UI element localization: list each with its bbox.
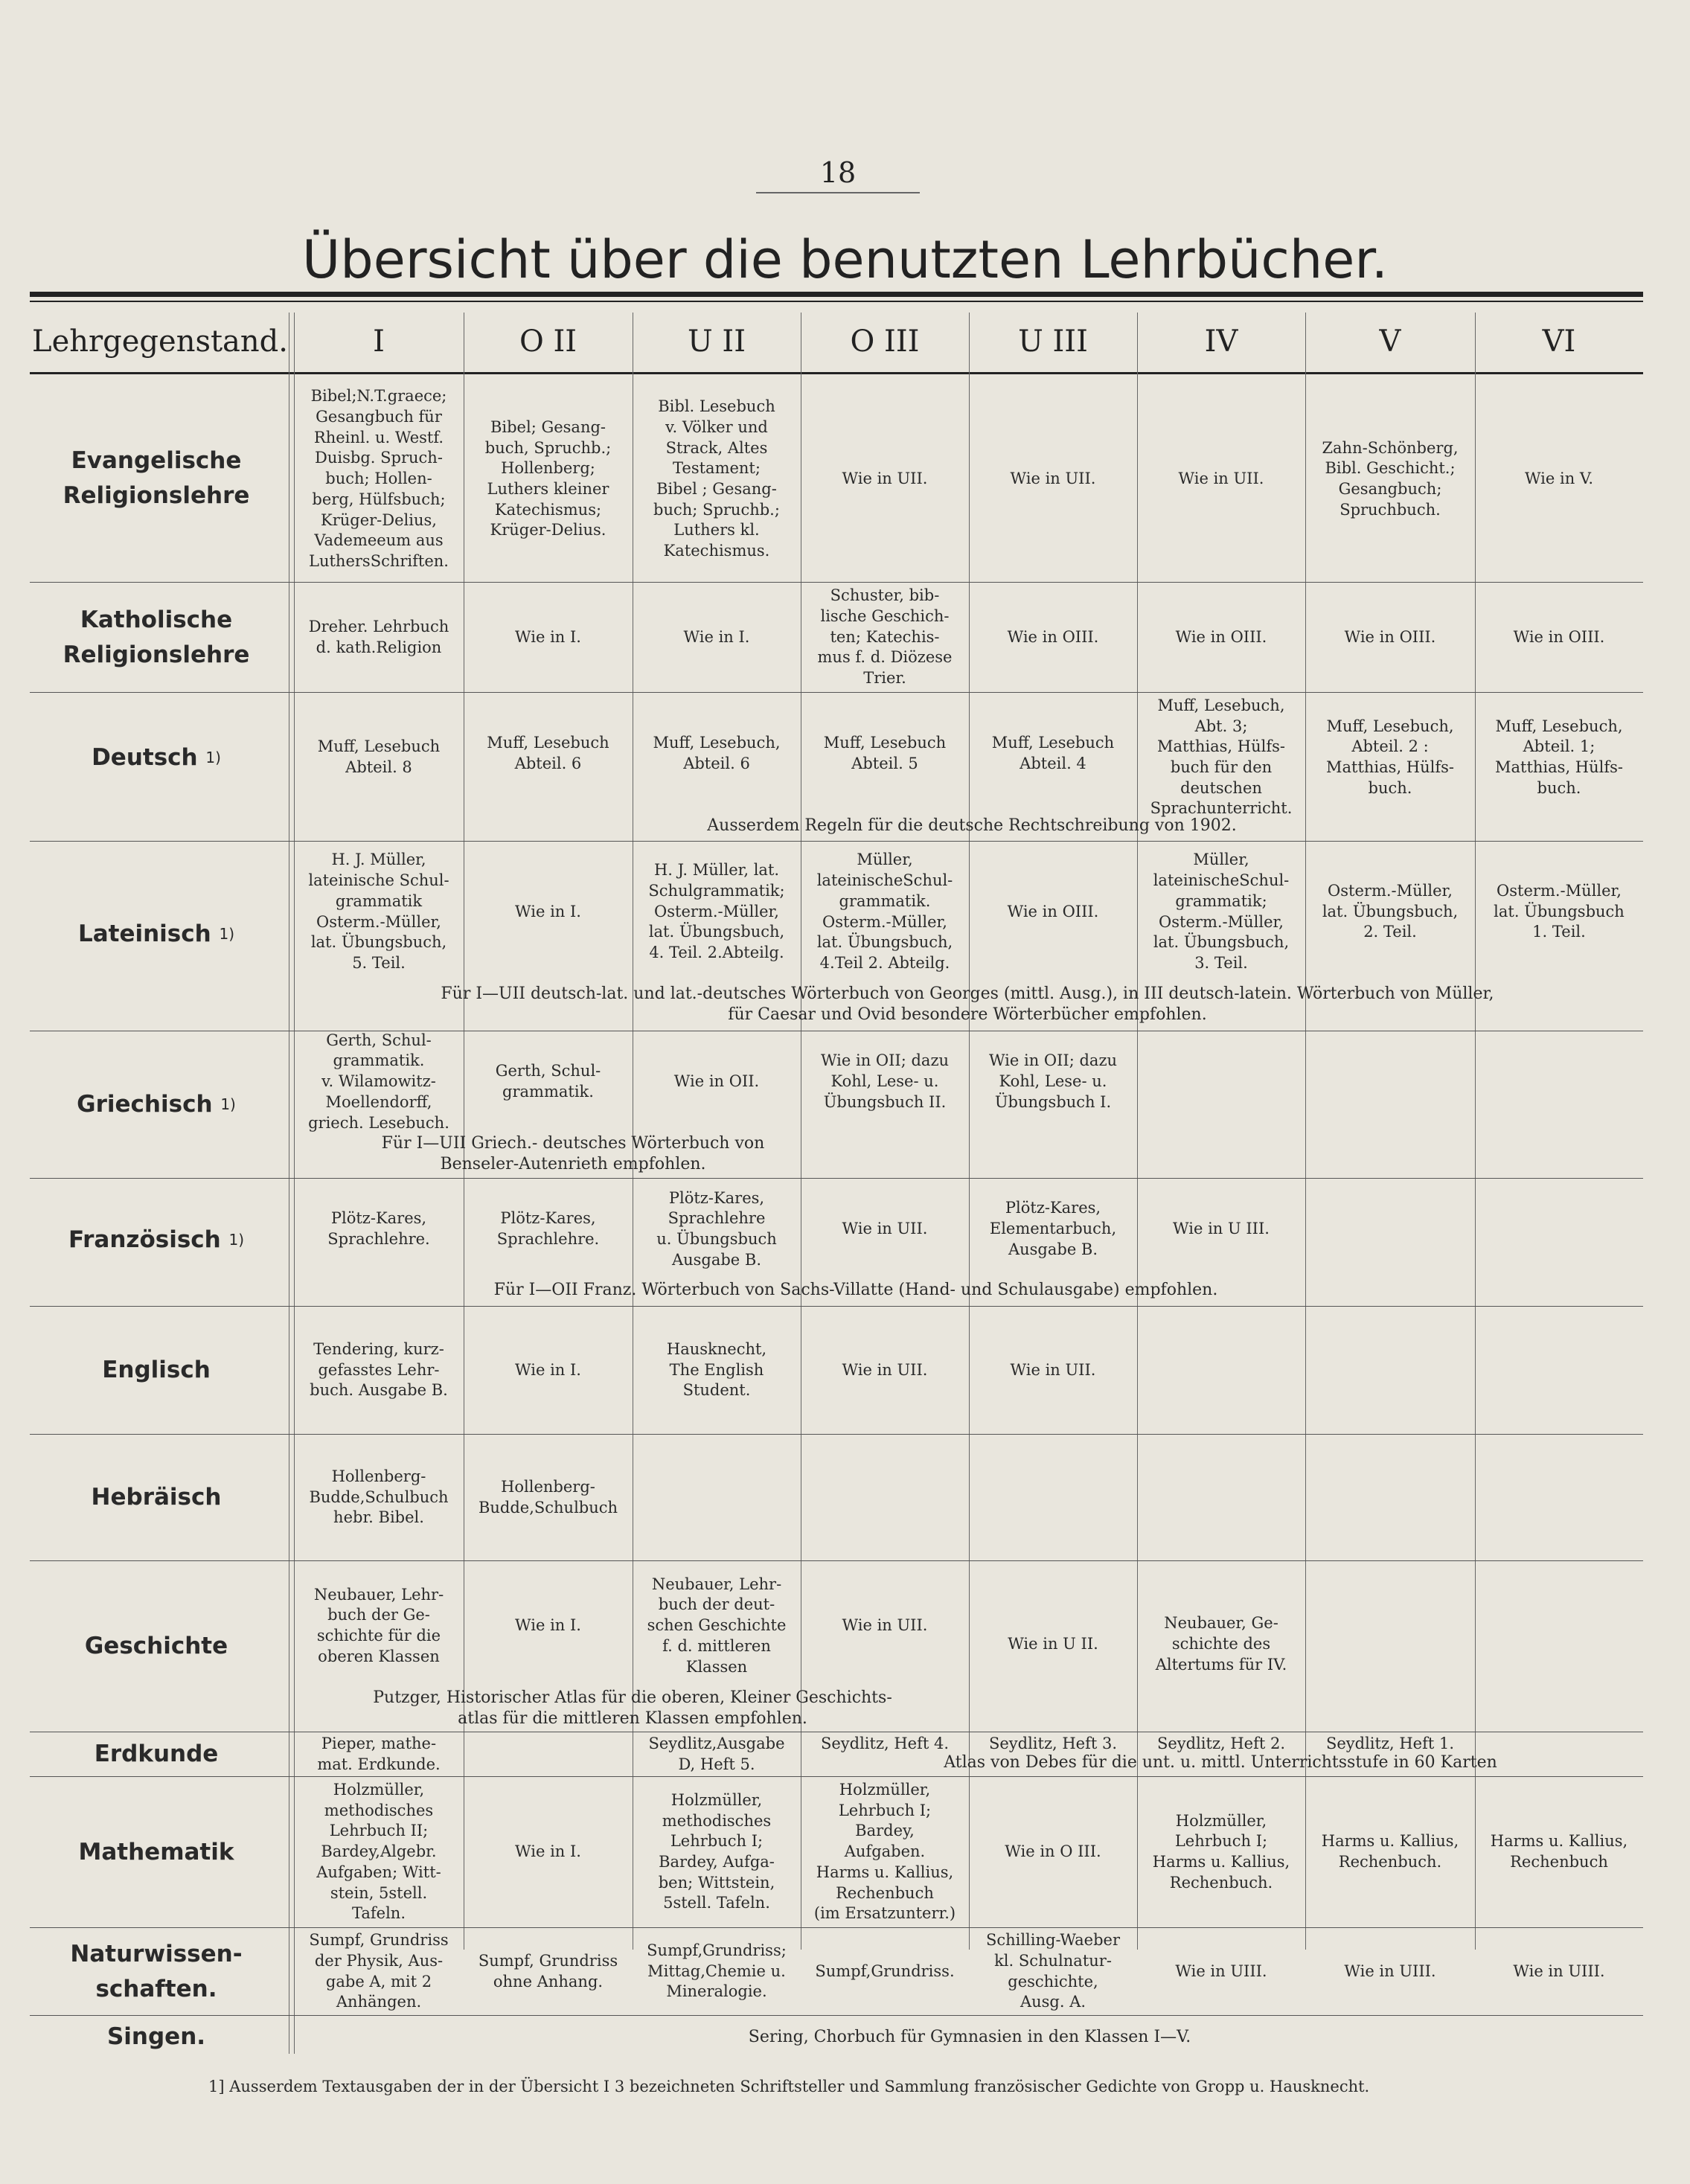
subject-erd: Erdkunde: [94, 1741, 219, 1768]
cell-engl-2: Wie in I.: [515, 1360, 581, 1379]
header-class-7: V: [1379, 324, 1401, 359]
cell-griech-1: Gerth, Schul- grammatik. v. Wilamowitz- Moellendorff, griech. Lesebuch.: [308, 1031, 449, 1132]
header-rule: [30, 372, 1643, 374]
cell-erd-5: Seydlitz, Heft 3.: [988, 1735, 1118, 1753]
cell-griech-3: Wie in OII.: [673, 1072, 760, 1091]
cell-gesch-4: Wie in UII.: [842, 1616, 928, 1635]
subject-latein: [30, 848, 283, 1019]
subject-kath-religion: Katholische Religionslehre: [63, 606, 250, 668]
row-divider: [30, 1434, 1643, 1435]
title-rule-thin: [30, 301, 1643, 302]
header-class-4: O III: [850, 324, 920, 359]
cell-franz-6: Wie in U III.: [1173, 1220, 1270, 1238]
cell-gesch-3: Neubauer, Lehr- buch der deut- schen Geschichte f. d. mittleren Klassen: [647, 1575, 787, 1676]
cell-ev-8: Wie in V.: [1524, 470, 1594, 488]
row-divider: [30, 582, 1643, 583]
cell-gesch-5: Wie in U II.: [1008, 1635, 1098, 1653]
cell-ev-5: Wie in UII.: [1010, 470, 1096, 488]
cell-latein-8: Osterm.-Müller, lat. Übungsbuch 1. Teil.: [1494, 881, 1625, 941]
page-number-rule: [756, 192, 920, 193]
cell-math-4: Holzmüller, Lehrbuch I; Bardey, Aufgaben. Harms u. Kallius, Rechenbuch (im Ersatzunterr.): [813, 1780, 956, 1923]
cell-latein-1: H. J. Müller, lateinische Schul- grammatik Osterm.-Müller, lat. Übungsbuch, 5. Teil.: [308, 851, 449, 972]
page-number: 18: [819, 156, 857, 189]
cell-deutsch-5: Muff, Lesebuch Abteil. 4: [991, 734, 1115, 772]
cell-natur-3: Sumpf,Grundriss; Mittag,Chemie u. Mineralogie.: [647, 1941, 787, 2001]
cell-kath-7: Wie in OIII.: [1344, 627, 1436, 646]
cell-hebr-1: Hollenberg- Budde,Schulbuch hebr. Bibel.: [309, 1467, 449, 1527]
note-gesch: Putzger, Historischer Atlas für die oberen, Kleiner Geschichts- atlas für die mittleren Klassen empfohlen.: [373, 1688, 892, 1728]
subject-franz: [30, 1180, 283, 1299]
cell-franz-3: Plötz-Kares, Sprachlehre u. Übungsbuch Ausgabe B.: [656, 1188, 777, 1269]
cell-franz-5: Plötz-Kares, Elementarbuch, Ausgabe B.: [989, 1199, 1117, 1258]
subject-franz-label: Französisch: [68, 1226, 221, 1253]
cell-ev-6: Wie in UII.: [1178, 470, 1264, 488]
cell-engl-5: Wie in UII.: [1010, 1360, 1096, 1379]
subject-deutsch: [30, 694, 283, 821]
cell-math-2: Wie in I.: [515, 1842, 581, 1861]
cell-griech-2: Gerth, Schul- grammatik.: [495, 1062, 601, 1101]
cell-latein-2: Wie in I.: [515, 902, 581, 920]
cell-kath-3: Wie in I.: [683, 627, 750, 646]
subject-gesch: Geschichte: [84, 1633, 228, 1660]
cell-ev-3: Bibl. Lesebuch v. Völker und Strack, Altes Testament; Bibel ; Gesang- buch; Spruchb.; Luthers kl. Katechismus.: [653, 397, 780, 560]
row-divider: [30, 692, 1643, 693]
column-divider: [1305, 313, 1306, 1950]
cell-natur-5: Schilling-Waeber kl. Schulnatur- geschichte, Ausg. A.: [985, 1931, 1121, 2011]
subject-latein-label: Lateinisch: [77, 920, 211, 947]
cell-engl-1: Tendering, kurz- gefasstes Lehr- buch. Ausgabe B.: [310, 1339, 448, 1400]
row-divider: [30, 841, 1643, 842]
cell-franz-4: Wie in UII.: [842, 1220, 928, 1238]
cell-latein-5: Wie in OIII.: [1007, 902, 1099, 920]
cell-ev-4: Wie in UII.: [842, 470, 928, 488]
row-divider: [30, 1306, 1643, 1307]
footnote: 1] Ausserdem Textausgaben der in der Übersicht I 3 bezeichneten Schriftsteller und Sammlung französischer Gedichte von Gropp u. Hausknecht.: [208, 2078, 1370, 2095]
footnote-mark: 1): [220, 1095, 236, 1113]
cell-deutsch-4: Muff, Lesebuch Abteil. 5: [823, 734, 947, 772]
note-singen: Sering, Chorbuch für Gymnasien in den Klassen I—V.: [748, 2028, 1191, 2046]
cell-deutsch-6: Muff, Lesebuch, Abt. 3; Matthias, Hülfs- buch für den deutschen Sprachunterricht.: [1150, 696, 1293, 818]
subject-griech: [30, 1033, 283, 1176]
header-class-1: I: [373, 324, 385, 359]
note-latein: Für I—UII deutsch-lat. und lat.-deutsches Wörterbuch von Georges (mittl. Ausg.), in III deutsch-latein. Wörterbuch von Müller, für Caesar und Ovid besondere Wörterbücher empfohlen.: [441, 984, 1494, 1024]
note-deutsch: Ausserdem Regeln für die deutsche Rechtschreibung von 1902.: [707, 816, 1237, 835]
footnote-mark: 1): [228, 1231, 245, 1249]
cell-deutsch-3: Muff, Lesebuch, Abteil. 6: [653, 734, 781, 772]
note-griech: Für I—UII Griech.- deutsches Wörterbuch von Benseler-Autenrieth empfohlen.: [381, 1134, 765, 1173]
cell-natur-7: Wie in UIII.: [1344, 1962, 1436, 1980]
cell-gesch-2: Wie in I.: [515, 1616, 581, 1635]
header-class-5: U III: [1018, 324, 1088, 359]
row-divider: [30, 1927, 1643, 1928]
cell-kath-2: Wie in I.: [515, 627, 581, 646]
cell-hebr-2: Hollenberg- Budde,Schulbuch: [478, 1477, 618, 1517]
cell-natur-4: Sumpf,Grundriss.: [815, 1962, 955, 1980]
cell-kath-4: Schuster, bib- lische Geschich- ten; Katechis- mus f. d. Diözese Trier.: [817, 586, 953, 688]
subject-griech-label: Griechisch: [77, 1090, 213, 1118]
subject-natur: Naturwissen- schaften.: [70, 1941, 243, 2002]
column-divider: [969, 313, 970, 1950]
title-rule-thick: [30, 292, 1643, 297]
cell-math-3: Holzmüller, methodisches Lehrbuch I; Bardey, Aufga- ben; Wittstein, 5stell. Tafeln.: [658, 1790, 775, 1912]
cell-engl-3: Hausknecht, The English Student.: [666, 1339, 767, 1400]
cell-griech-5: Wie in OII; dazu Kohl, Lese- u. Übungsbuch I.: [988, 1051, 1118, 1111]
footnote-mark: 1): [205, 749, 221, 766]
header-class-6: IV: [1204, 324, 1238, 359]
cell-erd-6: Seydlitz, Heft 2.: [1156, 1735, 1286, 1753]
cell-kath-6: Wie in OIII.: [1175, 627, 1267, 646]
cell-deutsch-1: Muff, Lesebuch Abteil. 8: [317, 737, 441, 776]
cell-erd-1: Pieper, mathe- mat. Erdkunde.: [317, 1734, 441, 1773]
cell-erd-4: Seydlitz, Heft 4.: [820, 1735, 950, 1753]
cell-griech-4: Wie in OII; dazu Kohl, Lese- u. Übungsbuch II.: [820, 1051, 950, 1111]
cell-latein-4: Müller, lateinischeSchul- grammatik. Osterm.-Müller, lat. Übungsbuch, 4.Teil 2. Abteilg.: [816, 851, 953, 972]
subject-singen: Singen.: [106, 2023, 206, 2050]
header-class-3: U II: [687, 324, 746, 359]
header-class-2: O II: [519, 324, 577, 359]
column-divider: [1475, 313, 1476, 1950]
cell-engl-4: Wie in UII.: [842, 1360, 928, 1379]
cell-ev-2: Bibel; Gesang- buch, Spruchb.; Hollenberg; Luthers kleiner Katechismus; Krüger-Delius.: [484, 417, 612, 539]
page-title: Übersicht über die benutzten Lehrbücher.: [302, 229, 1388, 290]
cell-kath-1: Dreher. Lehrbuch d. kath.Religion: [308, 617, 449, 656]
note-erd: Atlas von Debes für die unt. u. mittl. Unterrichtsstufe in 60 Karten: [944, 1753, 1497, 1772]
cell-math-5: Wie in O III.: [1005, 1842, 1101, 1861]
cell-deutsch-2: Muff, Lesebuch Abteil. 6: [487, 734, 609, 772]
header-subject: Lehrgegenstand.: [32, 324, 288, 359]
cell-gesch-1: Neubauer, Lehr- buch der Ge- schichte für die oberen Klassen: [313, 1585, 444, 1665]
subject-deutsch-label: Deutsch: [92, 743, 198, 771]
cell-franz-2: Plötz-Kares, Sprachlehre.: [496, 1209, 600, 1248]
cell-gesch-6: Neubauer, Ge- schichte des Altertums für IV.: [1155, 1614, 1287, 1674]
cell-kath-5: Wie in OIII.: [1007, 627, 1099, 646]
cell-kath-8: Wie in OIII.: [1513, 627, 1605, 646]
header-class-8: VI: [1542, 324, 1576, 359]
row-divider: [30, 1776, 1643, 1777]
cell-math-6: Holzmüller, Lehrbuch I; Harms u. Kallius, Rechenbuch.: [1152, 1811, 1290, 1892]
row-divider: [30, 1178, 1643, 1179]
column-divider: [294, 313, 295, 2054]
note-franz: Für I—OII Franz. Wörterbuch von Sachs-Villatte (Hand- und Schulausgabe) empfohlen.: [493, 1281, 1218, 1299]
row-divider: [30, 1560, 1643, 1561]
subject-hebr: Hebräisch: [91, 1484, 222, 1511]
row-divider: [30, 2015, 1643, 2016]
cell-math-1: Holzmüller, methodisches Lehrbuch II; Bardey,Algebr. Aufgaben; Witt- stein, 5stell. Tafeln.: [316, 1780, 441, 1923]
subject-math: Mathematik: [78, 1838, 234, 1866]
cell-ev-7: Zahn-Schönberg, Bibl. Geschicht.; Gesangbuch; Spruchbuch.: [1322, 438, 1459, 519]
column-divider: [1137, 313, 1138, 1950]
cell-natur-6: Wie in UIII.: [1175, 1962, 1267, 1980]
subject-engl: Englisch: [102, 1357, 211, 1384]
cell-erd-7: Seydlitz, Heft 1.: [1325, 1735, 1455, 1753]
cell-natur-8: Wie in UIII.: [1513, 1962, 1605, 1980]
subject-ev-religion: Evangelische Religionslehre: [63, 447, 250, 509]
cell-franz-1: Plötz-Kares, Sprachlehre.: [327, 1209, 430, 1248]
cell-math-7: Harms u. Kallius, Rechenbuch.: [1321, 1832, 1459, 1871]
cell-natur-2: Sumpf, Grundriss ohne Anhang.: [478, 1951, 618, 1991]
cell-natur-1: Sumpf, Grundriss der Physik, Aus- gabe A, mit 2 Anhängen.: [309, 1931, 449, 2011]
cell-deutsch-7: Muff, Lesebuch, Abteil. 2 : Matthias, Hülfs- buch.: [1326, 717, 1454, 797]
cell-ev-1: Bibel;N.T.graece; Gesangbuch für Rheinl. u. Westf. Duisbg. Spruch- buch; Hollen- berg, Hülfsbuch; Krüger-Delius, Vademeeum aus LuthersSchriften.: [309, 387, 449, 571]
cell-deutsch-8: Muff, Lesebuch, Abteil. 1; Matthias, Hülfs- buch.: [1495, 717, 1623, 797]
cell-math-8: Harms u. Kallius, Rechenbuch: [1490, 1832, 1628, 1871]
footnote-mark: 1): [219, 925, 235, 943]
cell-latein-7: Osterm.-Müller, lat. Übungsbuch, 2. Teil.: [1322, 881, 1459, 941]
cell-latein-6: Müller, lateinischeSchul- grammatik; Osterm.-Müller, lat. Übungsbuch, 3. Teil.: [1153, 851, 1290, 972]
cell-latein-3: H. J. Müller, lat. Schulgrammatik; Osterm.-Müller, lat. Übungsbuch, 4. Teil. 2.Abteilg.: [648, 861, 785, 962]
cell-erd-3: Seydlitz,Ausgabe D, Heft 5.: [648, 1734, 785, 1773]
